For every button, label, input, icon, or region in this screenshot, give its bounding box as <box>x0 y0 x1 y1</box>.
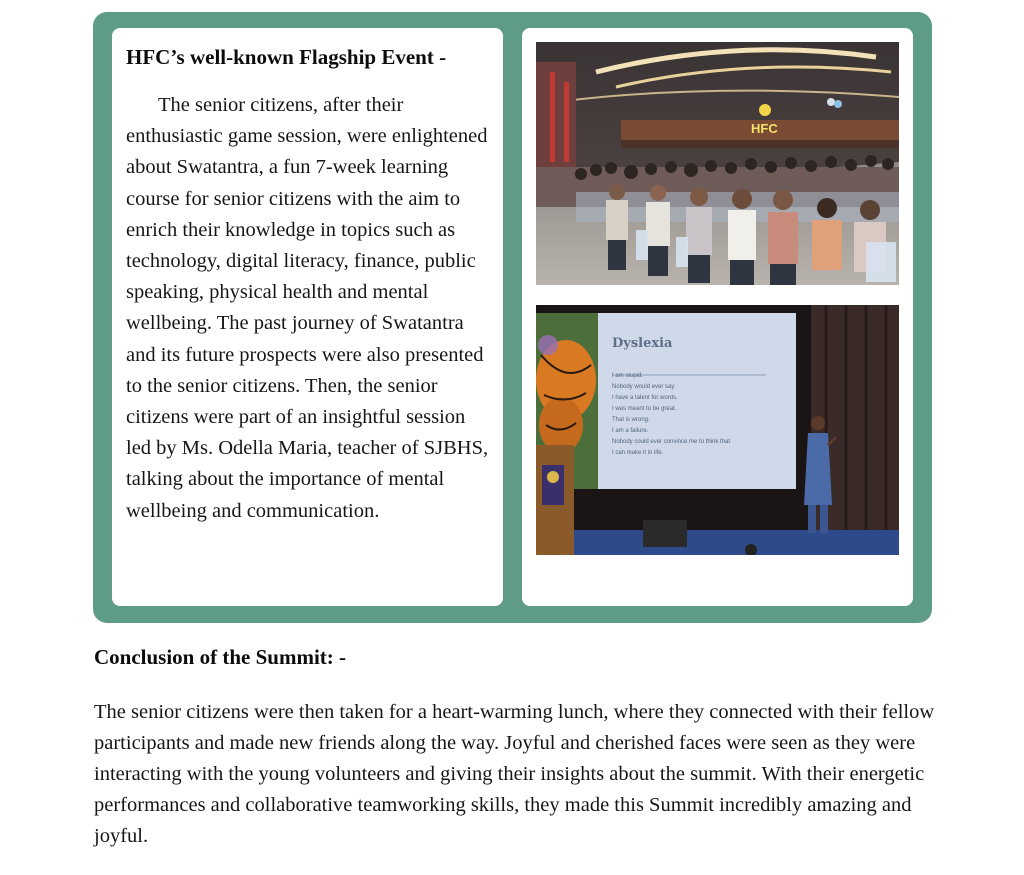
slide-line: I have a talent for words. <box>612 395 678 401</box>
slide-line: I am stupid. <box>612 373 644 379</box>
slide-line: Nobody could ever convince me to think that <box>612 439 731 445</box>
flagship-heading: HFC’s well-known Flagship Event - <box>126 45 447 69</box>
slide-line: I can make it in life. <box>612 450 664 456</box>
conclusion-heading: Conclusion of the Summit: - <box>94 645 347 669</box>
audience-photo <box>536 42 899 285</box>
slide-line: I was meant to be great. <box>612 406 677 412</box>
slide-title: Dyslexia <box>612 336 673 351</box>
flagship-text-card <box>112 28 503 606</box>
conclusion-body: The senior citizens were then taken for a heart-warming lunch, where they connected with their fellow participants and made new friends along the way. Joyful and cherished faces were seen as they were interacting with the young volunteers and giving their insights about the summit. With their energetic performances and collaborative teamworking skills, they made this Summit incredibly amazing and joyful. <box>94 701 935 847</box>
slide-line: That is wrong. <box>612 417 650 423</box>
hfc-sign: HFC <box>751 121 778 136</box>
flagship-body: The senior citizens, after their enthusiastic game session, were enlightened about Swatantra, a fun 7-week learning course for senior citizens with the aim to enrich their knowledge in topics such as technology, digital literacy, finance, public speaking, physical health and mental wellbeing. The past journey of Swatantra and its future prospects were also presented to the senior citizens. Then, the senior citizens were part of an insightful session led by Ms. Odella Maria, teacher of SJBHS, talking about the importance of mental wellbeing and communication. <box>126 94 489 522</box>
slide-line: I am a failure. <box>612 428 649 434</box>
slide-line: Nobody would ever say <box>612 384 675 390</box>
speaker-photo <box>536 305 899 555</box>
photo-card <box>522 28 913 606</box>
